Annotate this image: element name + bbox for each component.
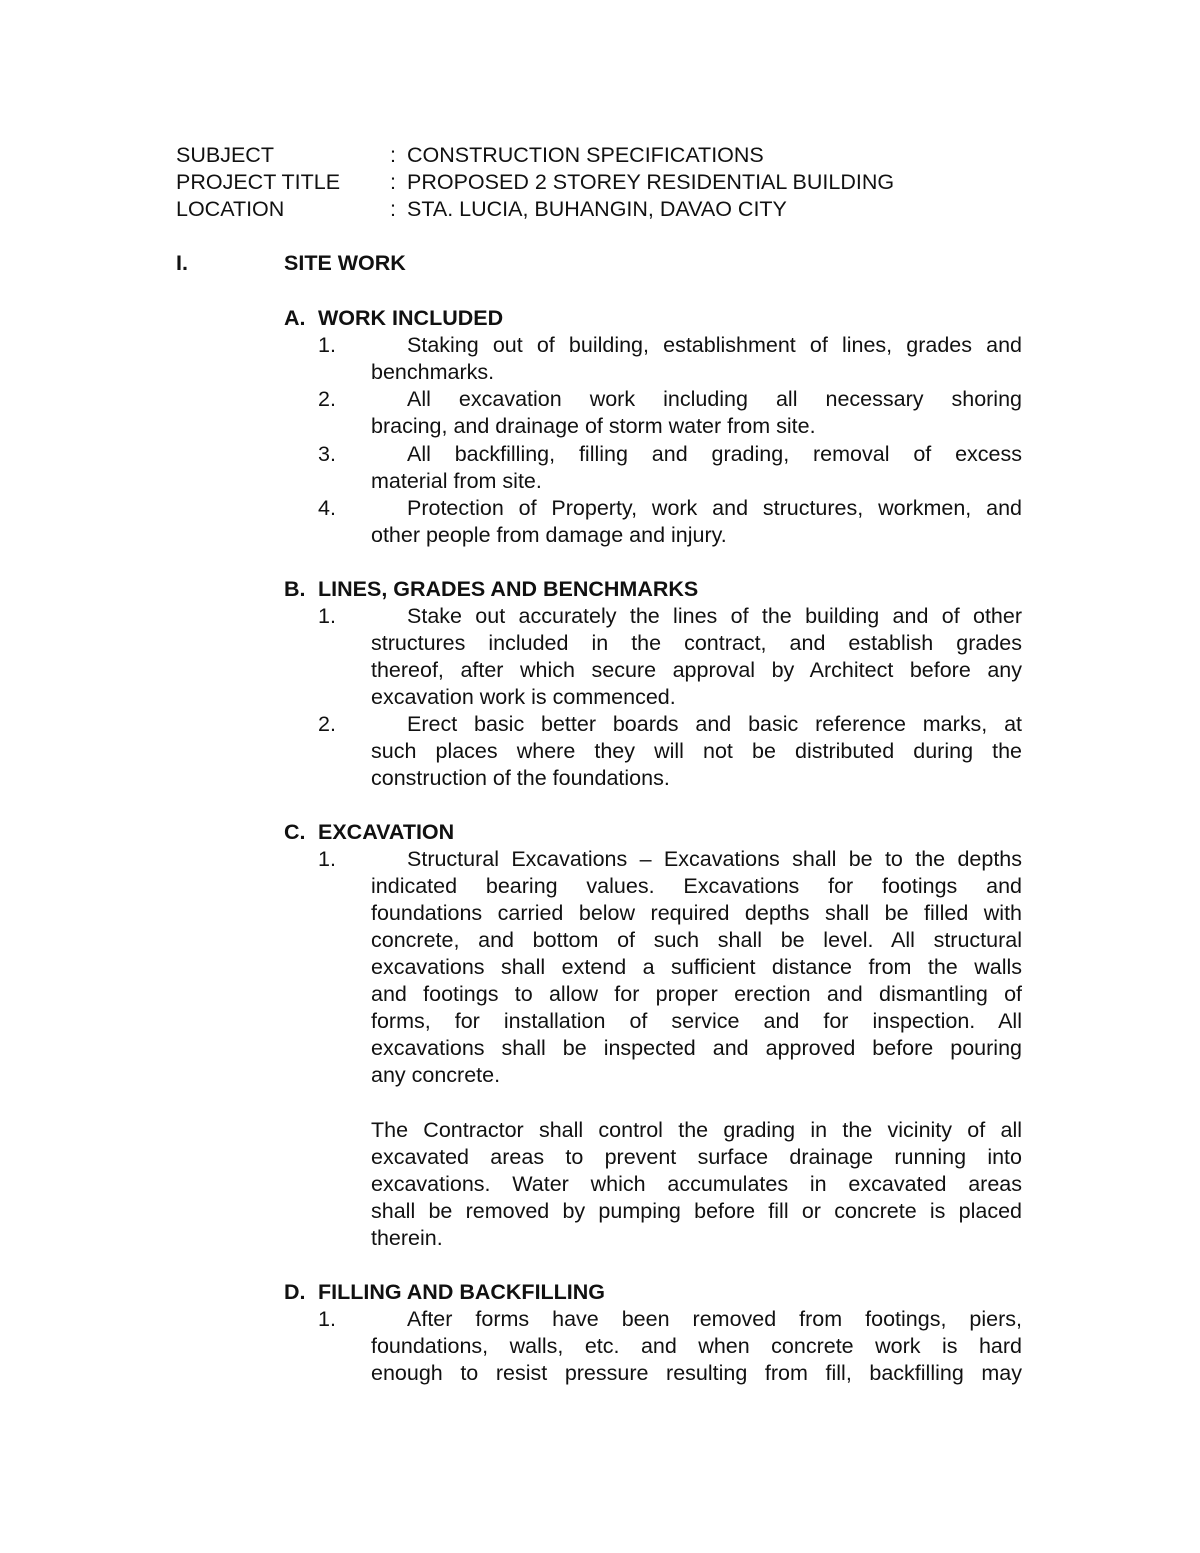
project-title-label: PROJECT TITLE (176, 170, 341, 194)
section-title: SITE WORK (284, 251, 406, 275)
section-number: I. (176, 251, 188, 275)
item-line: thereof, after which secure approval by Architect before any (371, 658, 1022, 682)
part-letter: B. (284, 577, 306, 601)
part-title: EXCAVATION (318, 820, 455, 844)
item-line: enough to resist pressure resulting from fill, backfilling may (371, 1361, 1022, 1385)
paragraph-line: therein. (371, 1226, 443, 1250)
item-number: 4. (318, 496, 336, 520)
item-line: benchmarks. (371, 360, 495, 384)
item-line: material from site. (371, 469, 542, 493)
subject-colon: : (390, 143, 396, 167)
part-letter: D. (284, 1280, 306, 1304)
item-line: All excavation work including all necessary shoring (407, 387, 1022, 411)
item-number: 1. (318, 604, 336, 628)
paragraph-line: excavations. Water which accumulates in excavated areas (371, 1172, 1022, 1196)
item-line: All backfilling, filling and grading, removal of excess (407, 442, 1022, 466)
item-line: foundations carried below required depths shall be filled with (371, 901, 1022, 925)
item-number: 3. (318, 442, 336, 466)
item-line: After forms have been removed from footings, piers, (407, 1307, 1022, 1331)
project-title-colon: : (390, 170, 396, 194)
item-line: other people from damage and injury. (371, 523, 727, 547)
item-line: Structural Excavations – Excavations shall be to the depths (407, 847, 1022, 871)
item-number: 1. (318, 1307, 336, 1331)
item-number: 2. (318, 387, 336, 411)
item-line: Erect basic better boards and basic reference marks, at (407, 712, 1022, 736)
item-line: Stake out accurately the lines of the building and of other (407, 604, 1022, 628)
item-line: and footings to allow for proper erection and dismantling of (371, 982, 1022, 1006)
item-number: 1. (318, 847, 336, 871)
item-line: forms, for installation of service and for inspection. All (371, 1009, 1022, 1033)
item-line: such places where they will not be distributed during the (371, 739, 1022, 763)
item-line: indicated bearing values. Excavations for footings and (371, 874, 1022, 898)
item-line: bracing, and drainage of storm water from site. (371, 414, 816, 438)
project-title-value: PROPOSED 2 STOREY RESIDENTIAL BUILDING (407, 170, 895, 194)
part-letter: A. (284, 306, 306, 330)
part-title: LINES, GRADES AND BENCHMARKS (318, 577, 699, 601)
item-line: Protection of Property, work and structures, workmen, and (407, 496, 1022, 520)
item-line: excavation work is commenced. (371, 685, 676, 709)
subject-value: CONSTRUCTION SPECIFICATIONS (407, 143, 764, 167)
item-line: any concrete. (371, 1063, 501, 1087)
paragraph-line: The Contractor shall control the grading in the vicinity of all (371, 1118, 1022, 1142)
item-line: concrete, and bottom of such shall be level. All structural (371, 928, 1022, 952)
location-value: STA. LUCIA, BUHANGIN, DAVAO CITY (407, 197, 787, 221)
subject-label: SUBJECT (176, 143, 274, 167)
item-line: foundations, walls, etc. and when concrete work is hard (371, 1334, 1022, 1358)
item-line: excavations shall be inspected and approved before pouring (371, 1036, 1022, 1060)
location-label: LOCATION (176, 197, 285, 221)
part-title: FILLING AND BACKFILLING (318, 1280, 606, 1304)
part-letter: C. (284, 820, 306, 844)
item-line: construction of the foundations. (371, 766, 670, 790)
part-title: WORK INCLUDED (318, 306, 504, 330)
location-colon: : (390, 197, 396, 221)
item-line: Staking out of building, establishment of lines, grades and (407, 333, 1022, 357)
item-number: 1. (318, 333, 336, 357)
paragraph-line: shall be removed by pumping before fill or concrete is placed (371, 1199, 1022, 1223)
item-line: excavations shall extend a sufficient distance from the walls (371, 955, 1022, 979)
item-line: structures included in the contract, and establish grades (371, 631, 1022, 655)
paragraph-line: excavated areas to prevent surface drainage running into (371, 1145, 1022, 1169)
item-number: 2. (318, 712, 336, 736)
